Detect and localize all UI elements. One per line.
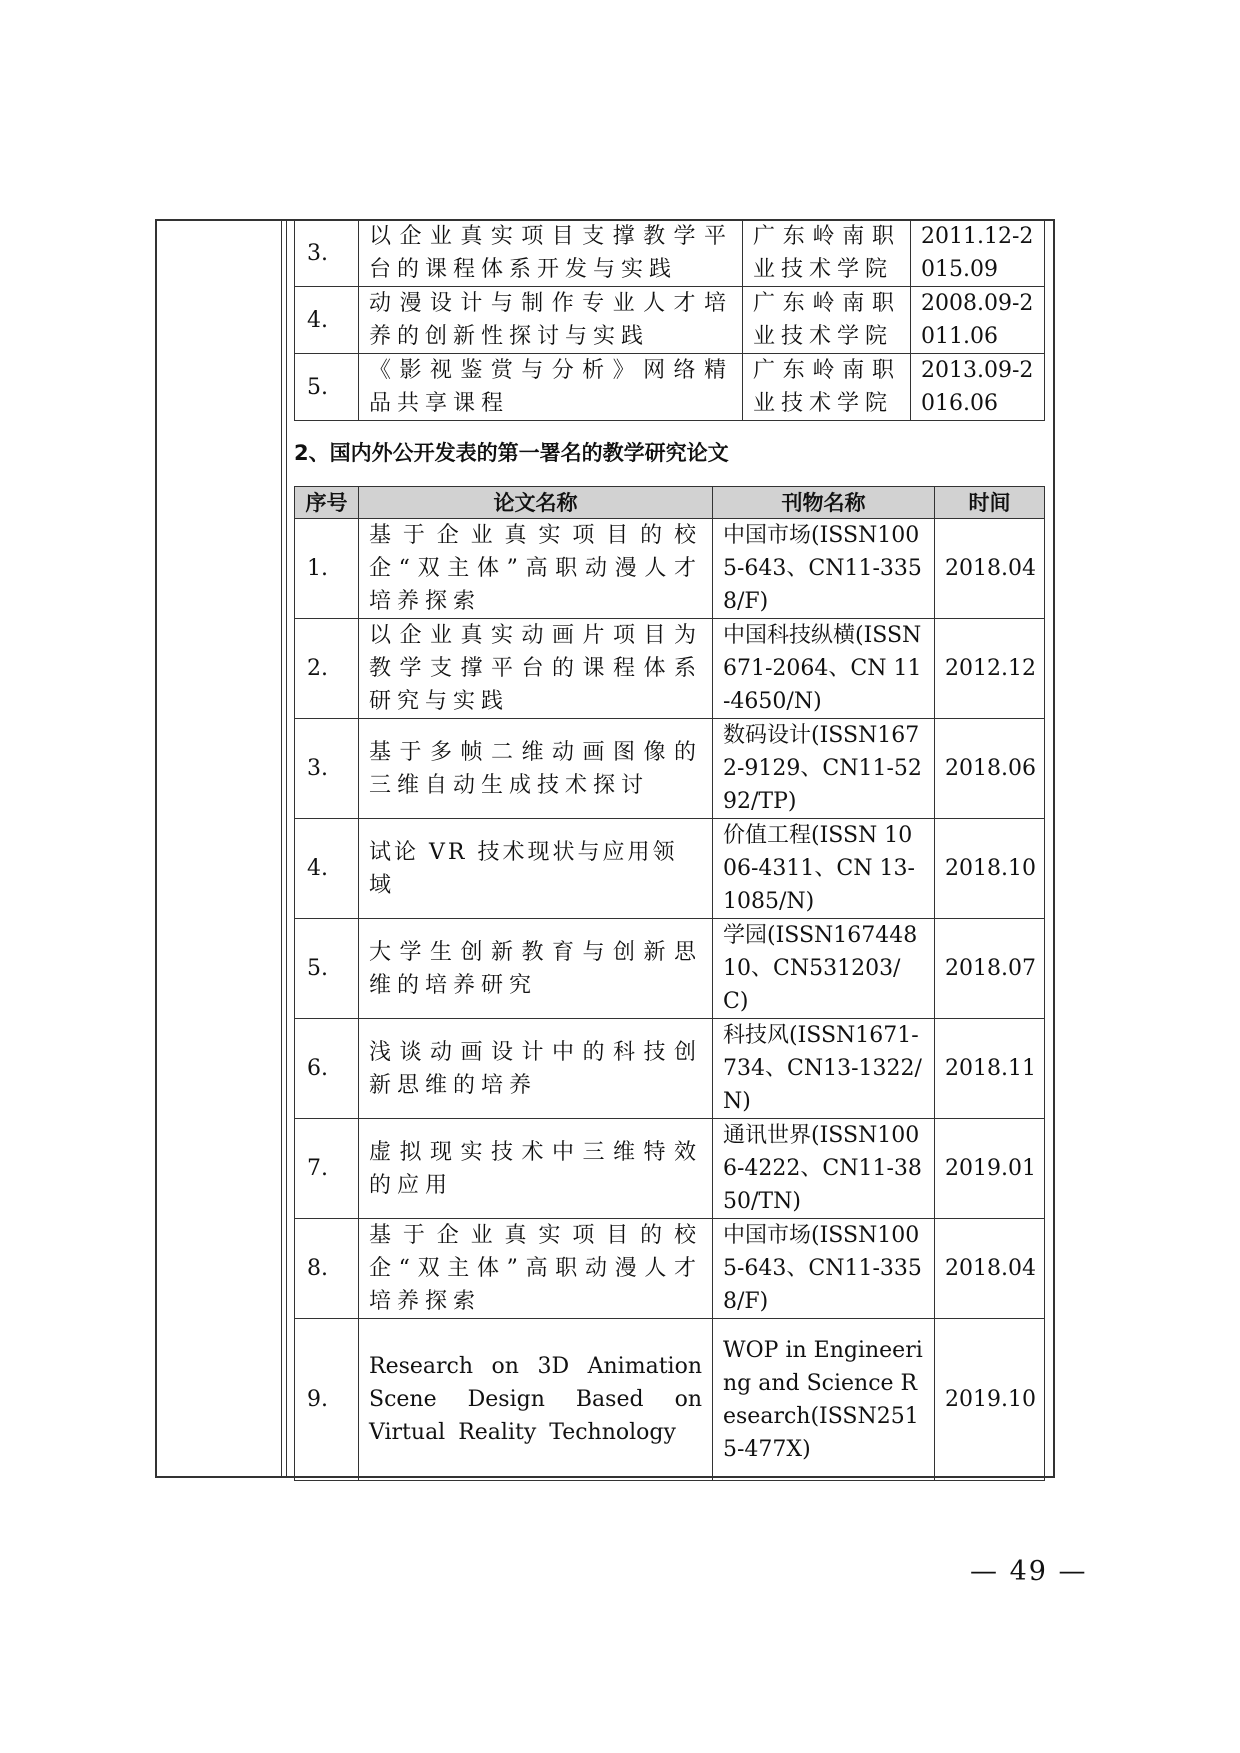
row-number: 3. — [295, 220, 359, 287]
publish-date: 2018.07 — [935, 919, 1045, 1019]
row-number: 5. — [295, 354, 359, 421]
table-row — [295, 220, 1045, 287]
paper-title: 虚拟现实技术中三维特效的应用 — [359, 1119, 713, 1219]
paper-title: 浅谈动画设计中的科技创新思维的培养 — [359, 1019, 713, 1119]
row-number: 1. — [295, 519, 359, 619]
publish-date: 2018.06 — [935, 719, 1045, 819]
journal-name: 中国市场(ISSN1005-643、CN11-3358/F) — [713, 519, 935, 619]
journal-name: 科技风(ISSN1671-734、CN13-1322/N) — [713, 1019, 935, 1119]
publish-date: 2019.10 — [935, 1319, 1045, 1481]
papers-table — [294, 486, 1045, 1481]
project-period: 2008.09-2011.06 — [911, 287, 1045, 354]
project-name: 以企业真实项目支撑教学平台的课程体系开发与实践 — [359, 220, 743, 287]
project-period: 2011.12-2015.09 — [911, 220, 1045, 287]
project-period: 2013.09-2016.06 — [911, 354, 1045, 421]
project-unit: 广东岭南职业技术学院 — [743, 287, 911, 354]
table-row — [295, 1019, 1045, 1119]
header-journal: 刊物名称 — [713, 487, 935, 519]
header-row — [295, 487, 1045, 519]
paper-title: 基于企业真实项目的校企“双主体”高职动漫人才培养探索 — [359, 1219, 713, 1319]
section-title: 2、国内外公开发表的第一署名的教学研究论文 — [294, 441, 729, 465]
table-row — [295, 719, 1045, 819]
publish-date: 2018.04 — [935, 519, 1045, 619]
table-row — [295, 519, 1045, 619]
paper-title: 试论 VR 技术现状与应用领域 — [359, 819, 713, 919]
project-unit: 广东岭南职业技术学院 — [743, 220, 911, 287]
row-number: 3. — [295, 719, 359, 819]
project-table — [294, 219, 1045, 421]
journal-name: 中国科技纵横(ISSN671-2064、CN 11-4650/N) — [713, 619, 935, 719]
header-no: 序号 — [295, 487, 359, 519]
publish-date: 2018.11 — [935, 1019, 1045, 1119]
row-number: 7. — [295, 1119, 359, 1219]
page-number: — 49 — — [970, 1556, 1088, 1587]
paper-title: 基于企业真实项目的校企“双主体”高职动漫人才培养探索 — [359, 519, 713, 619]
journal-name: 学园(ISSN16744810、CN531203/C) — [713, 919, 935, 1019]
journal-name: WOP in Engineering and Science Research(ISSN2515-477X) — [713, 1319, 935, 1481]
table-row — [295, 354, 1045, 421]
header-title: 论文名称 — [359, 487, 713, 519]
paper-title: 基于多帧二维动画图像的三维自动生成技术探讨 — [359, 719, 713, 819]
project-name: 《影视鉴赏与分析》网络精品共享课程 — [359, 354, 743, 421]
journal-name: 中国市场(ISSN1005-643、CN11-3358/F) — [713, 1219, 935, 1319]
table-row — [295, 287, 1045, 354]
paper-title: 以企业真实动画片项目为教学支撑平台的课程体系研究与实践 — [359, 619, 713, 719]
table-row — [295, 1319, 1045, 1481]
journal-name: 数码设计(ISSN1672-9129、CN11-5292/TP) — [713, 719, 935, 819]
row-number: 2. — [295, 619, 359, 719]
publish-date: 2018.04 — [935, 1219, 1045, 1319]
project-name: 动漫设计与制作专业人才培养的创新性探讨与实践 — [359, 287, 743, 354]
project-unit: 广东岭南职业技术学院 — [743, 354, 911, 421]
row-number: 9. — [295, 1319, 359, 1481]
journal-name: 价值工程(ISSN 1006-4311、CN 13-1085/N) — [713, 819, 935, 919]
journal-name: 通讯世界(ISSN1006-4222、CN11-3850/TN) — [713, 1119, 935, 1219]
column-divider — [281, 221, 287, 1476]
row-number: 8. — [295, 1219, 359, 1319]
row-number: 5. — [295, 919, 359, 1019]
header-date: 时间 — [935, 487, 1045, 519]
table-row — [295, 1219, 1045, 1319]
table-row — [295, 1119, 1045, 1219]
table-row — [295, 819, 1045, 919]
row-number: 4. — [295, 819, 359, 919]
publish-date: 2018.10 — [935, 819, 1045, 919]
paper-title: 大学生创新教育与创新思维的培养研究 — [359, 919, 713, 1019]
table-row — [295, 919, 1045, 1019]
publish-date: 2019.01 — [935, 1119, 1045, 1219]
row-number: 6. — [295, 1019, 359, 1119]
publish-date: 2012.12 — [935, 619, 1045, 719]
table-row — [295, 619, 1045, 719]
paper-title: Research on 3D Animation Scene Design Based on Virtual Reality Technology — [359, 1319, 713, 1481]
row-number: 4. — [295, 287, 359, 354]
